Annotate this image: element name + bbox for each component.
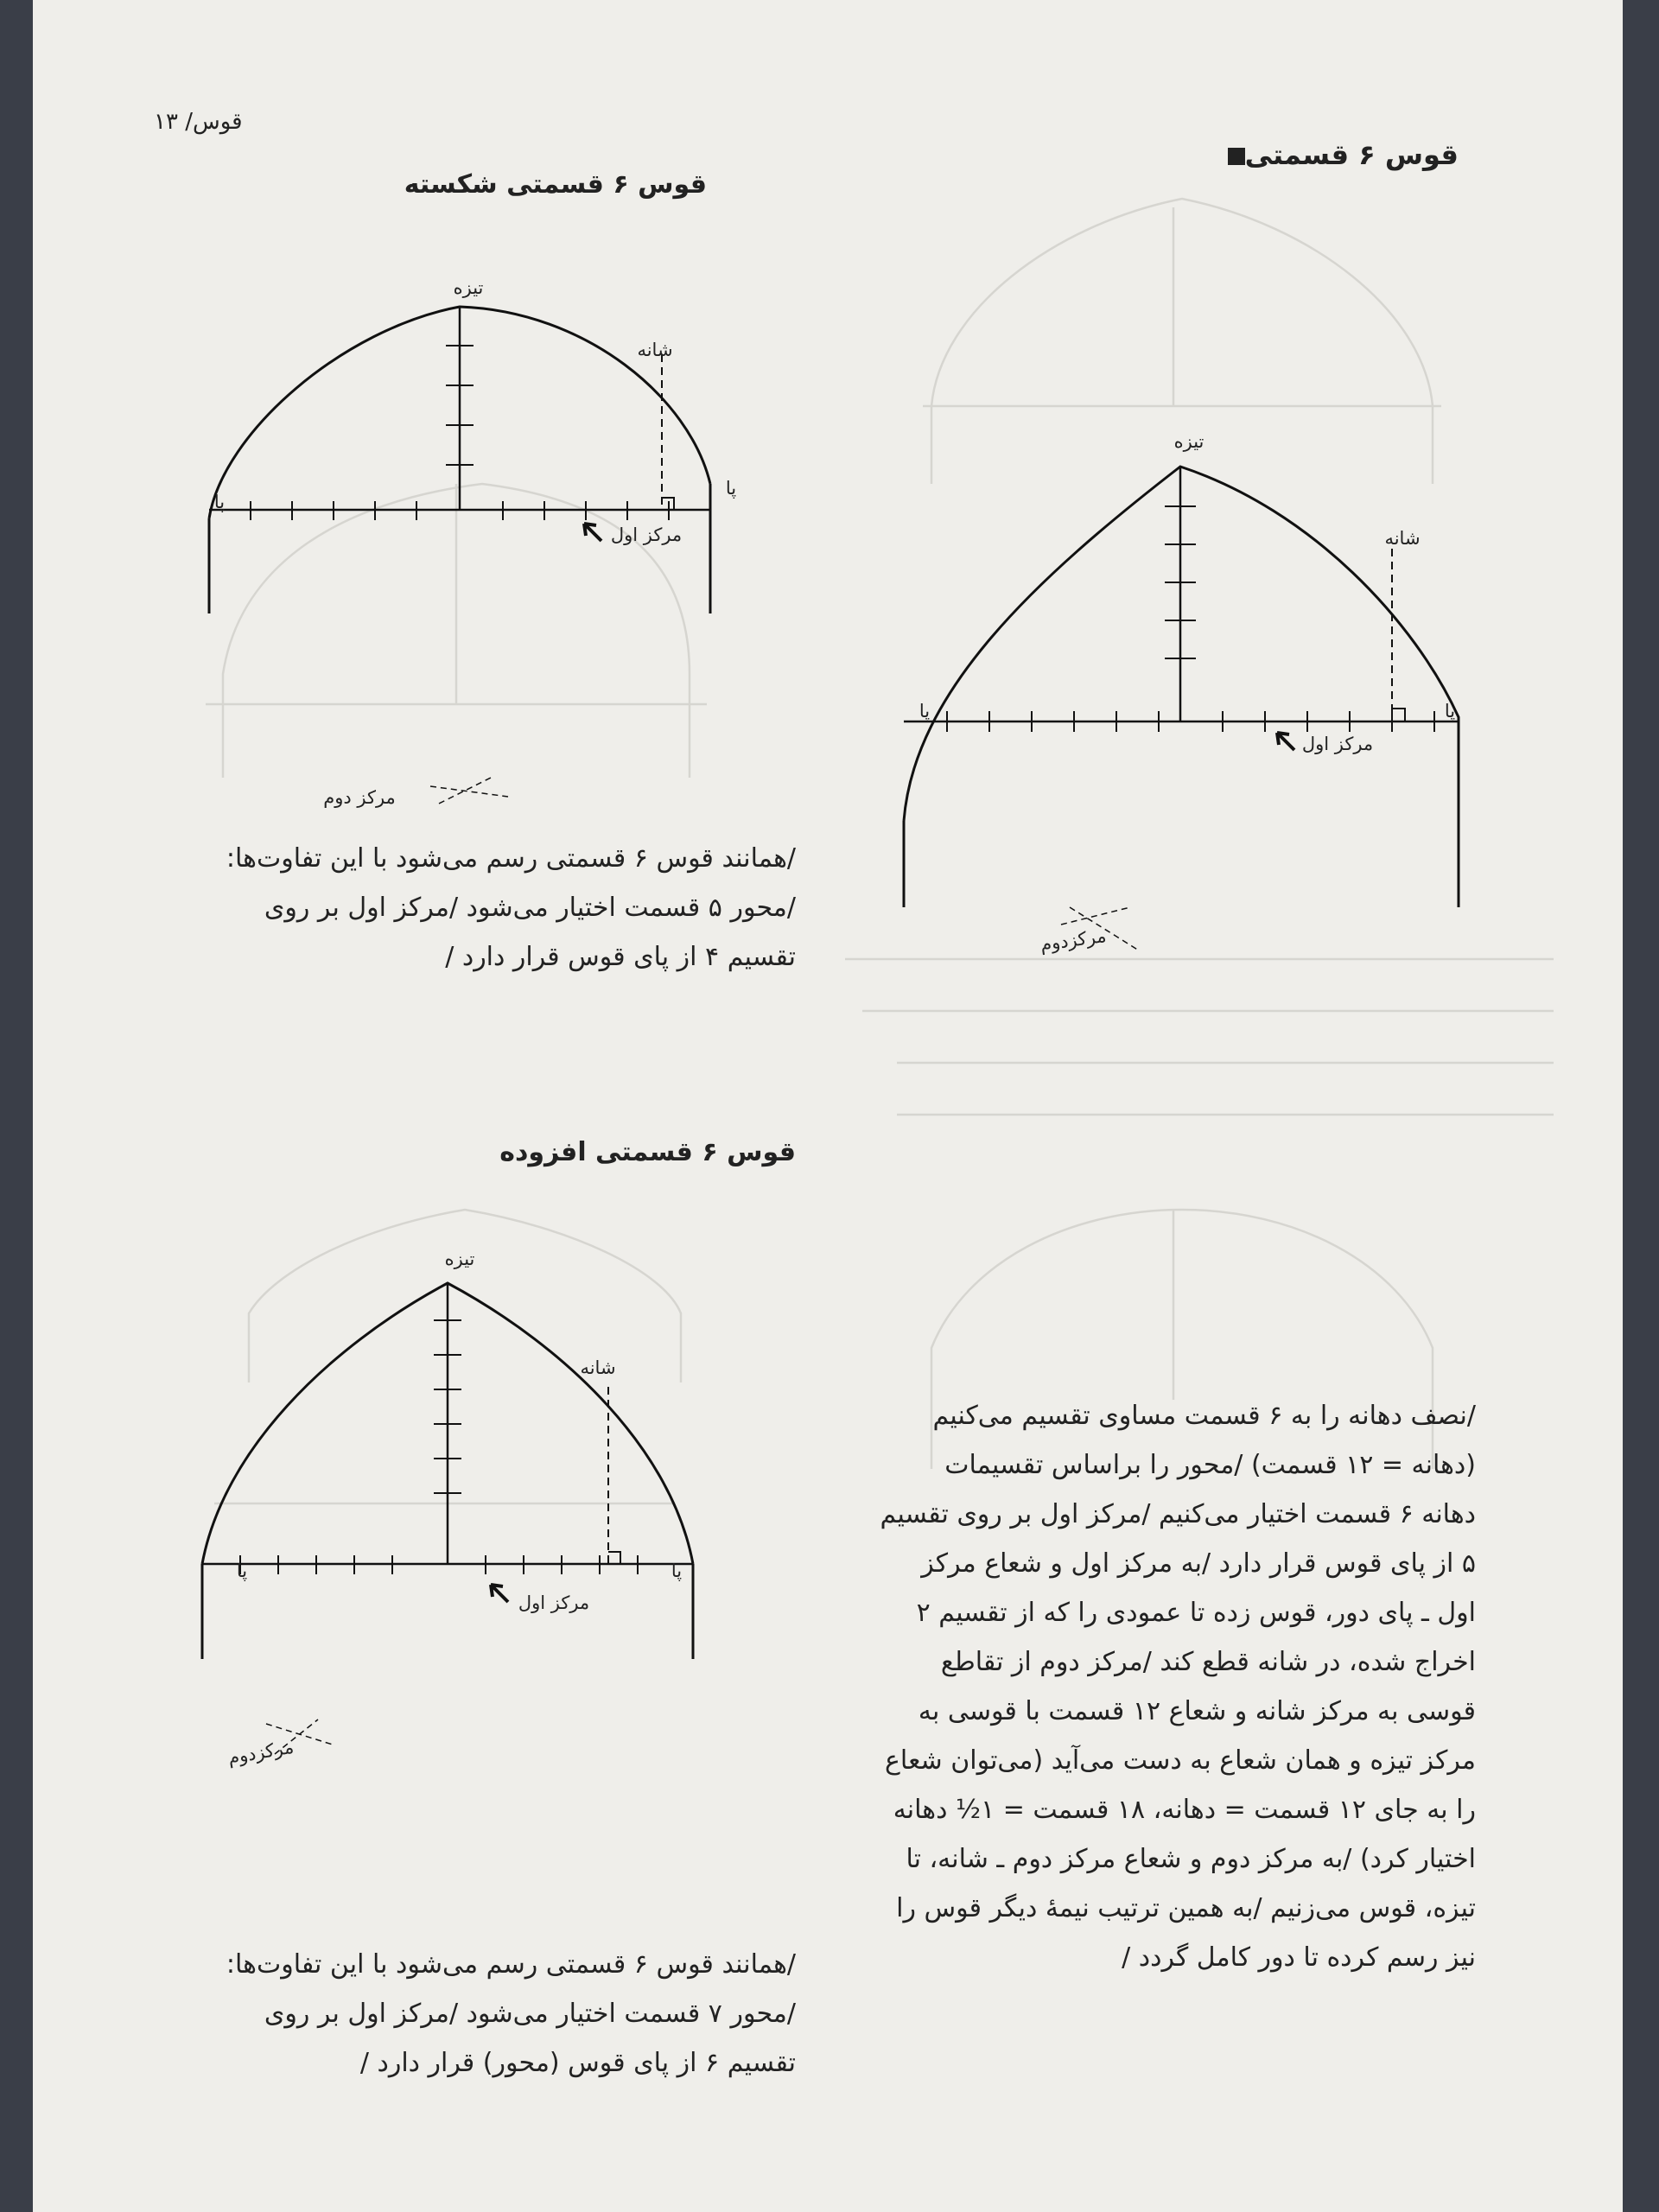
text-line: مرکز تیزه و همان شعاع به دست می‌آید (می‌توان شعاع	[885, 1745, 1476, 1776]
main-arch-text	[802, 1391, 1476, 1982]
text-line: تقسیم ۴ از پای قوس قرار دارد /	[445, 942, 796, 972]
apex-label: تیزه	[453, 277, 484, 298]
first-center-label: مرکز اول	[518, 1592, 590, 1613]
text-line: /همانند قوس ۶ قسمتی رسم می‌شود با این تفاوت‌ها:	[226, 843, 796, 874]
foot-label-right: پا	[1444, 701, 1456, 721]
apex-label: تیزه	[444, 1249, 475, 1269]
text-line: ۵ از پای قوس قرار دارد /به مرکز اول و شعاع مرکز	[921, 1548, 1476, 1579]
foot-label-left: پا	[213, 492, 226, 512]
page-label: قوس/ ۱۳	[154, 109, 243, 135]
text-line: /محور ۵ قسمت اختیار می‌شود /مرکز اول بر روی	[264, 893, 796, 923]
arrow-icon	[491, 1585, 508, 1602]
shoulder-label: شانه	[580, 1357, 616, 1378]
foot-label-left: پا	[236, 1560, 248, 1581]
broken-arch-text	[139, 834, 796, 982]
text-line: اخراج شده، در شانه قطع کند /مرکز دوم از تقاطع	[940, 1647, 1476, 1677]
arrow-icon	[1277, 733, 1294, 750]
first-center-label: مرکز اول	[610, 524, 683, 545]
text-line: تیزه، قوس می‌زنیم /به همین ترتیب نیمهٔ دیگر قوس را	[896, 1893, 1476, 1923]
foot-label-left: پا	[918, 701, 931, 721]
apex-label: تیزه	[1173, 431, 1205, 452]
text-line: را به جای ۱۲ قسمت = دهانه، ۱۸ قسمت = ۱½ دهانه	[893, 1795, 1476, 1825]
increased-arch-title: قوس ۶ قسمتی افزوده	[499, 1137, 796, 1167]
right-angle-mark	[1392, 709, 1405, 721]
shoulder-label: شانه	[1384, 528, 1421, 549]
shoulder-label: شانه	[637, 340, 673, 360]
second-center-label: مرکز دوم	[323, 787, 396, 808]
text-line: قوسی به مرکز شانه و شعاع ۱۲ قسمت با قوسی به	[918, 1696, 1476, 1726]
broken-arch-diagram	[171, 259, 828, 830]
increased-arch-text	[139, 1940, 796, 2088]
second-center-label: مرکزدوم	[1039, 925, 1108, 956]
text-line: /نصف دهانه را به ۶ قسمت مساوی تقسیم می‌کنیم	[932, 1401, 1476, 1431]
section-heading-text: قوس ۶ قسمتی	[1244, 138, 1459, 171]
book-page	[33, 0, 1623, 2212]
text-line: اول ـ پای دور، قوس زده تا عمودی را که از تقسیم ۲	[916, 1598, 1476, 1628]
second-center-label: مرکزدوم	[226, 1736, 296, 1769]
broken-arch-title: قوس ۶ قسمتی شکسته	[404, 169, 707, 200]
text-line: اختیار کرد) /به مرکز دوم و شعاع مرکز دوم ـ شانه، تا	[906, 1844, 1476, 1874]
second-center-cross	[430, 778, 508, 804]
increased-arch-diagram	[171, 1236, 828, 1771]
text-line: /محور ۷ قسمت اختیار می‌شود /مرکز اول بر روی	[264, 1999, 796, 2029]
main-arch-diagram	[862, 423, 1554, 976]
text-line: تقسیم ۶ از پای قوس (محور) قرار دارد /	[359, 2048, 796, 2078]
foot-label-right: پا	[671, 1560, 683, 1581]
text-line: دهانه ۶ قسمت اختیار می‌کنیم /مرکز اول بر روی تقسیم	[880, 1499, 1476, 1529]
text-line: (دهانه = ۱۲ قسمت) /محور را براساس تقسیمات	[944, 1450, 1476, 1480]
foot-label-right: پا	[725, 478, 737, 499]
text-line: نیز رسم کرده تا دور کامل گردد /	[1122, 1942, 1476, 1973]
right-angle-mark	[608, 1552, 620, 1564]
arrow-icon	[584, 524, 601, 541]
text-line: /همانند قوس ۶ قسمتی رسم می‌شود با این تفاوت‌ها:	[226, 1949, 796, 1980]
first-center-label: مرکز اول	[1301, 734, 1374, 754]
